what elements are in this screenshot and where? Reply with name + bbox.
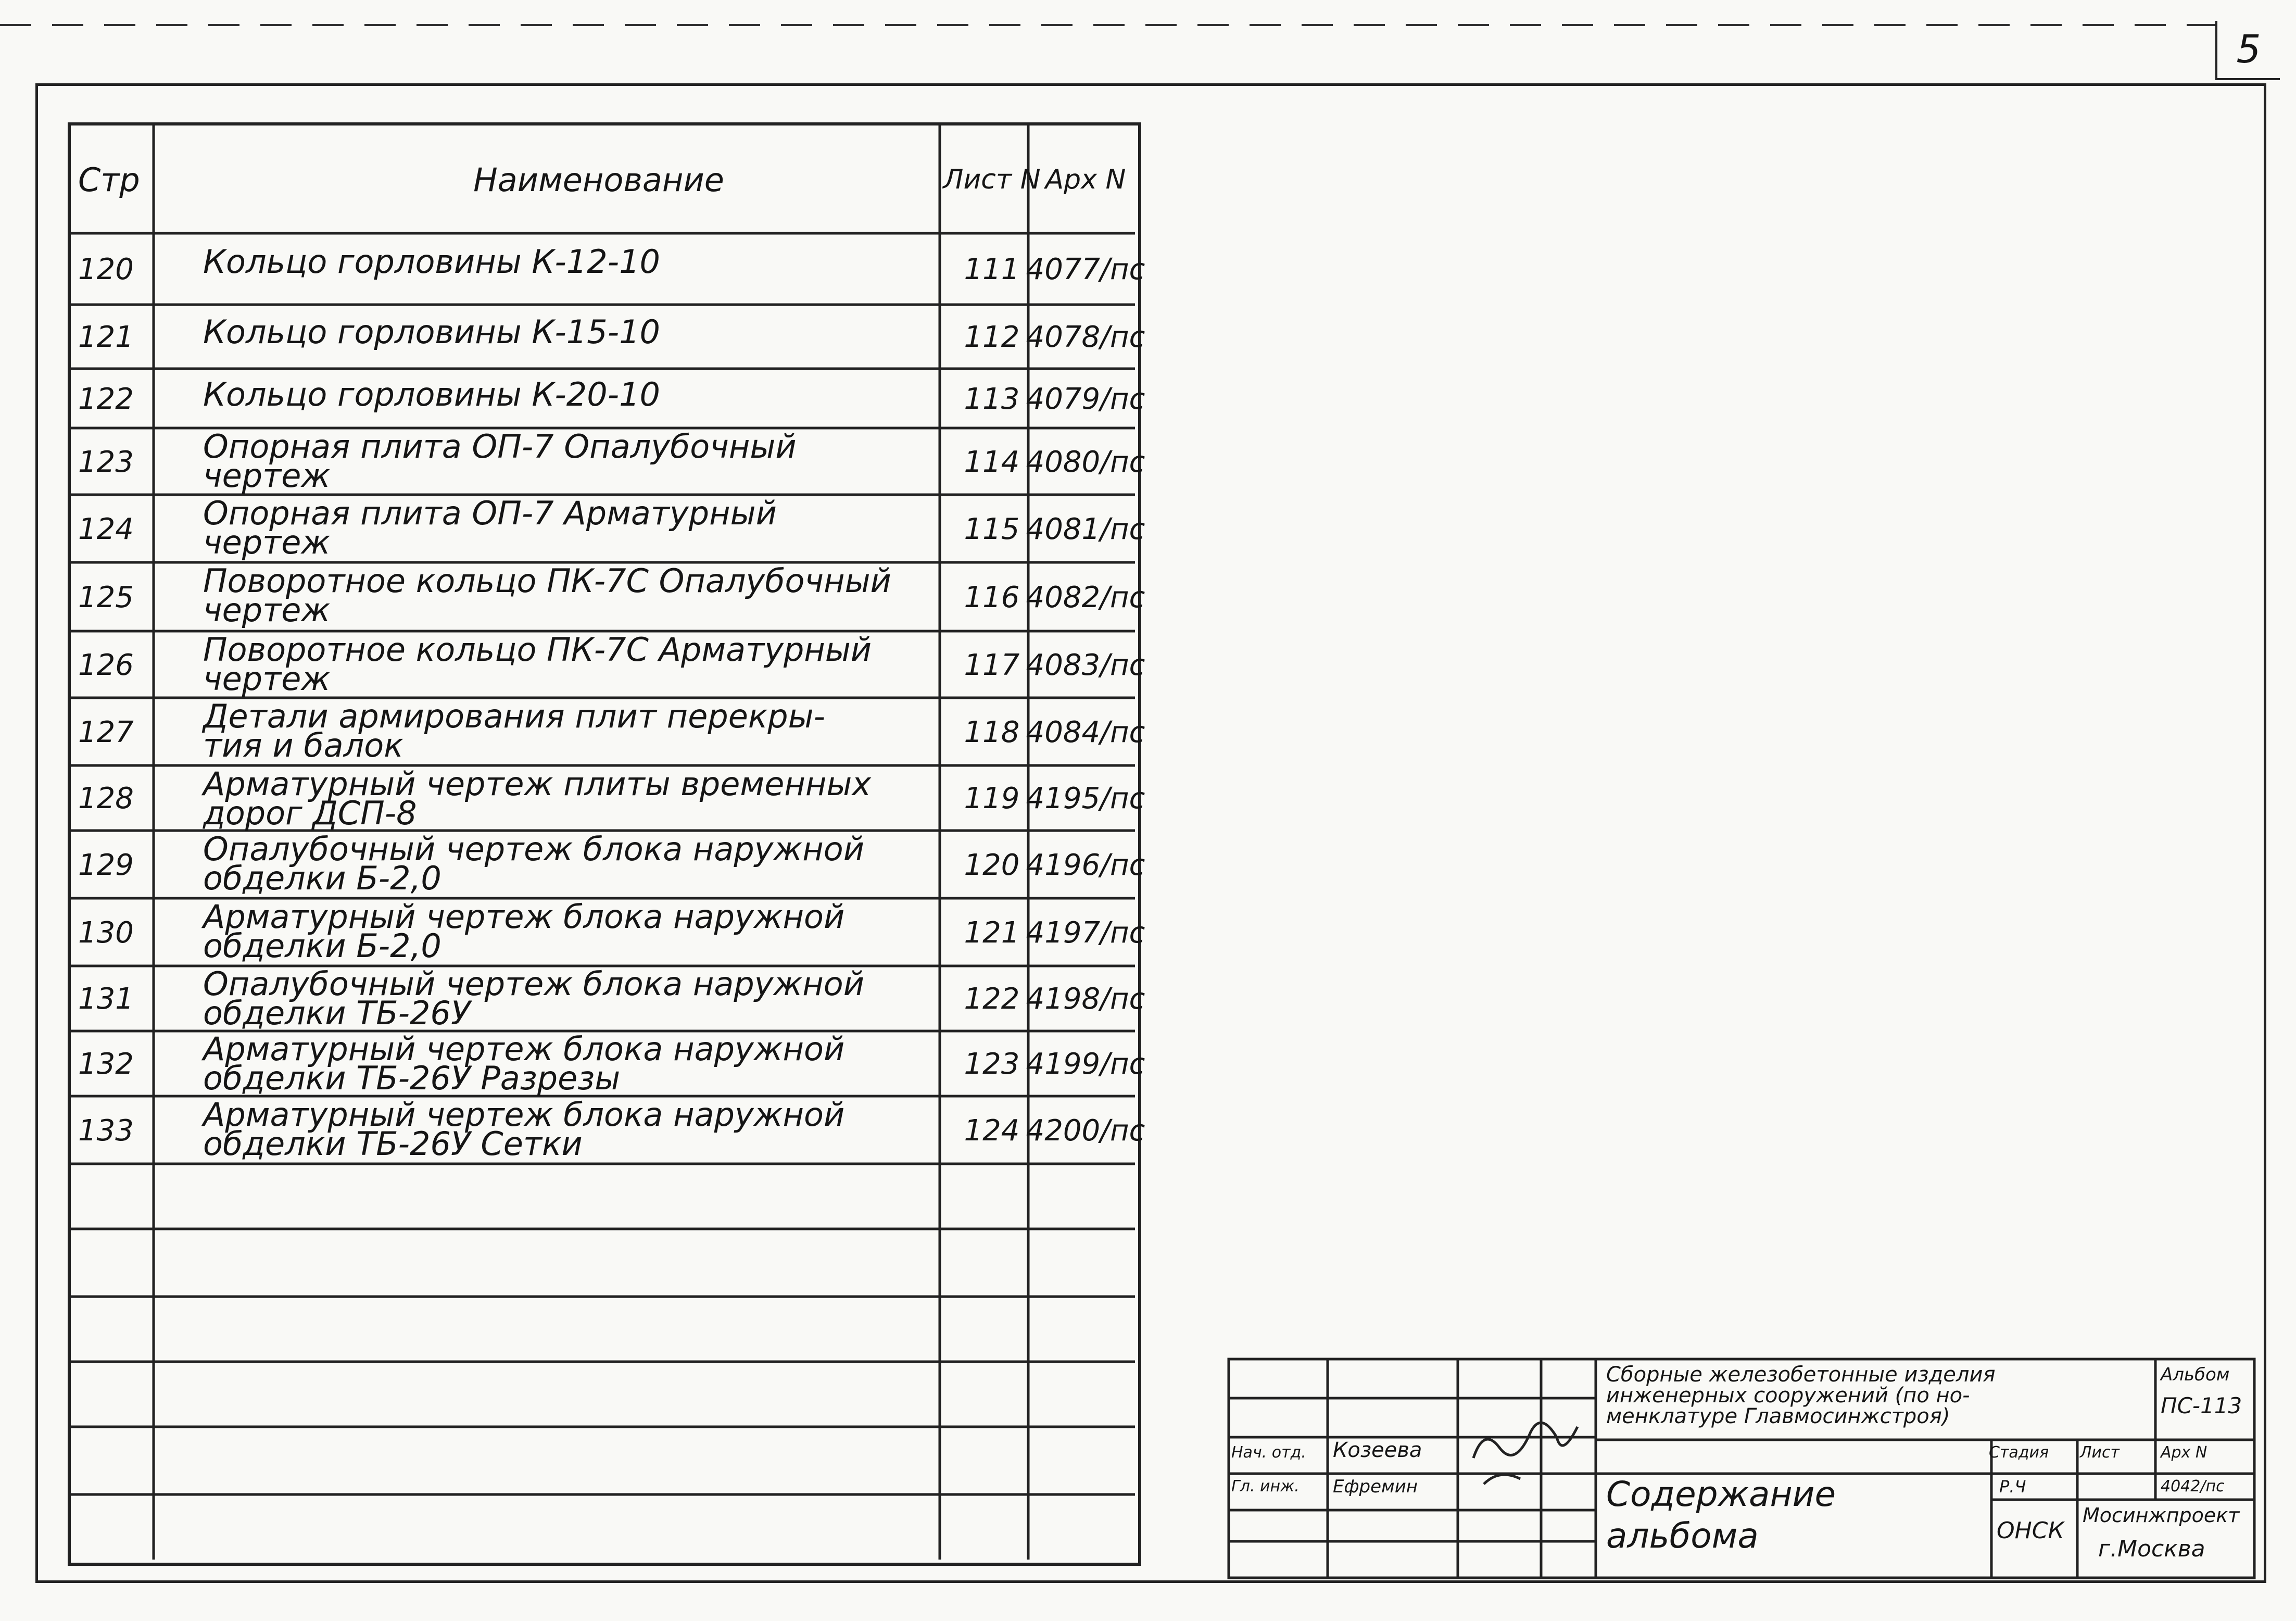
sheet-title: Содержание альбома <box>1606 1474 1836 1556</box>
row-page: 129 <box>78 848 134 882</box>
row-sheet: 119 <box>964 782 1020 815</box>
row-page: 131 <box>78 982 134 1016</box>
row-name: Детали армирования плит перекры- тия и балок <box>203 697 825 764</box>
row-sheet: 122 <box>964 982 1020 1016</box>
row-sheet: 116 <box>964 580 1020 614</box>
stamp-name: Ефремин <box>1333 1476 1418 1497</box>
header-archive: Арх N <box>1045 164 1126 195</box>
row-name: Опалубочный чертеж блока наружной обделки Б-2,0 <box>203 830 865 897</box>
dept-name: ОНСК <box>1997 1517 2064 1544</box>
row-sheet: 124 <box>964 1113 1020 1148</box>
stamp-name: Козеева <box>1333 1438 1422 1462</box>
row-page: 127 <box>78 715 134 749</box>
row-archive: 4198/пс <box>1026 982 1145 1016</box>
album-label: Альбом <box>2161 1364 2230 1385</box>
stamp-role: Нач. отд. <box>1231 1443 1306 1462</box>
row-sheet: 123 <box>964 1047 1020 1081</box>
row-archive: 4079/пс <box>1026 382 1145 416</box>
row-name: Опалубочный чертеж блока наружной обделки ТБ-26У <box>203 965 865 1032</box>
row-name: Кольцо горловины К-12-10 <box>203 243 660 281</box>
row-archive: 4196/пс <box>1026 848 1145 882</box>
row-archive: 4197/пс <box>1026 915 1145 950</box>
row-archive: 4077/пс <box>1026 253 1145 286</box>
row-name: Поворотное кольцо ПК-7С Опалубочный чертеж <box>203 562 891 629</box>
stamp-role: Гл. инж. <box>1231 1477 1300 1496</box>
row-sheet: 117 <box>964 648 1020 682</box>
album-value: ПС-113 <box>2161 1393 2242 1418</box>
row-sheet: 115 <box>964 512 1020 546</box>
row-sheet: 111 <box>964 253 1020 286</box>
row-archive: 4084/пс <box>1026 715 1145 749</box>
header-page: Стр <box>78 160 140 199</box>
page-number: 5 <box>2215 21 2280 80</box>
header-sheet: Лист N <box>943 164 1041 195</box>
sheet-label: Лист <box>2080 1443 2120 1462</box>
project-title: Сборные железобетонные изделия инженерных сооружений (по но- менклатуре Главмосинжстроя) <box>1606 1363 1996 1428</box>
row-page: 121 <box>78 320 134 354</box>
row-page: 128 <box>78 782 134 815</box>
row-name: Опорная плита ОП-7 Опалубочный чертеж <box>203 428 797 495</box>
row-page: 123 <box>78 445 134 479</box>
row-page: 120 <box>78 253 134 286</box>
row-archive: 4195/пс <box>1026 782 1145 815</box>
row-page: 130 <box>78 915 134 950</box>
row-name: Кольцо горловины К-15-10 <box>203 313 660 351</box>
row-archive: 4080/пс <box>1026 445 1145 479</box>
row-page: 122 <box>78 382 134 416</box>
row-archive: 4081/пс <box>1026 512 1145 546</box>
row-archive: 4078/пс <box>1026 320 1145 354</box>
row-name: Арматурный чертеж блока наружной обделки Б-2,0 <box>203 898 845 965</box>
row-page: 125 <box>78 580 134 614</box>
row-sheet: 112 <box>964 320 1020 354</box>
row-sheet: 113 <box>964 382 1020 416</box>
row-name: Арматурный чертеж блока наружной обделки ТБ-26У Сетки <box>203 1096 845 1163</box>
header-name: Наименование <box>473 160 724 199</box>
row-sheet: 120 <box>964 848 1020 882</box>
row-archive: 4083/пс <box>1026 648 1145 682</box>
row-page: 124 <box>78 512 134 546</box>
row-archive: 4082/пс <box>1026 580 1145 614</box>
row-name: Опорная плита ОП-7 Арматурный чертеж <box>203 494 777 561</box>
row-archive: 4199/пс <box>1026 1047 1145 1081</box>
row-name: Кольцо горловины К-20-10 <box>203 375 660 413</box>
row-archive: 4200/пс <box>1026 1113 1145 1148</box>
org-name: Мосинжпроект <box>2083 1504 2240 1527</box>
arch-value: 4042/пс <box>2161 1477 2225 1496</box>
row-page: 133 <box>78 1113 134 1148</box>
stage-value: Р.Ч <box>1999 1477 2026 1497</box>
row-sheet: 118 <box>964 715 1020 749</box>
row-page: 132 <box>78 1047 134 1081</box>
row-page: 126 <box>78 648 134 682</box>
row-sheet: 114 <box>964 445 1020 479</box>
arch-label: Арх N <box>2161 1443 2207 1462</box>
row-name: Арматурный чертеж блока наружной обделки ТБ-26У Разрезы <box>203 1030 845 1097</box>
stage-label: Стадия <box>1989 1443 2049 1462</box>
city-name: г.Москва <box>2098 1536 2205 1562</box>
row-sheet: 121 <box>964 915 1020 950</box>
row-name: Поворотное кольцо ПК-7С Арматурный чертеж <box>203 631 872 698</box>
row-name: Арматурный чертеж плиты временных дорог ДСП-8 <box>203 765 872 832</box>
